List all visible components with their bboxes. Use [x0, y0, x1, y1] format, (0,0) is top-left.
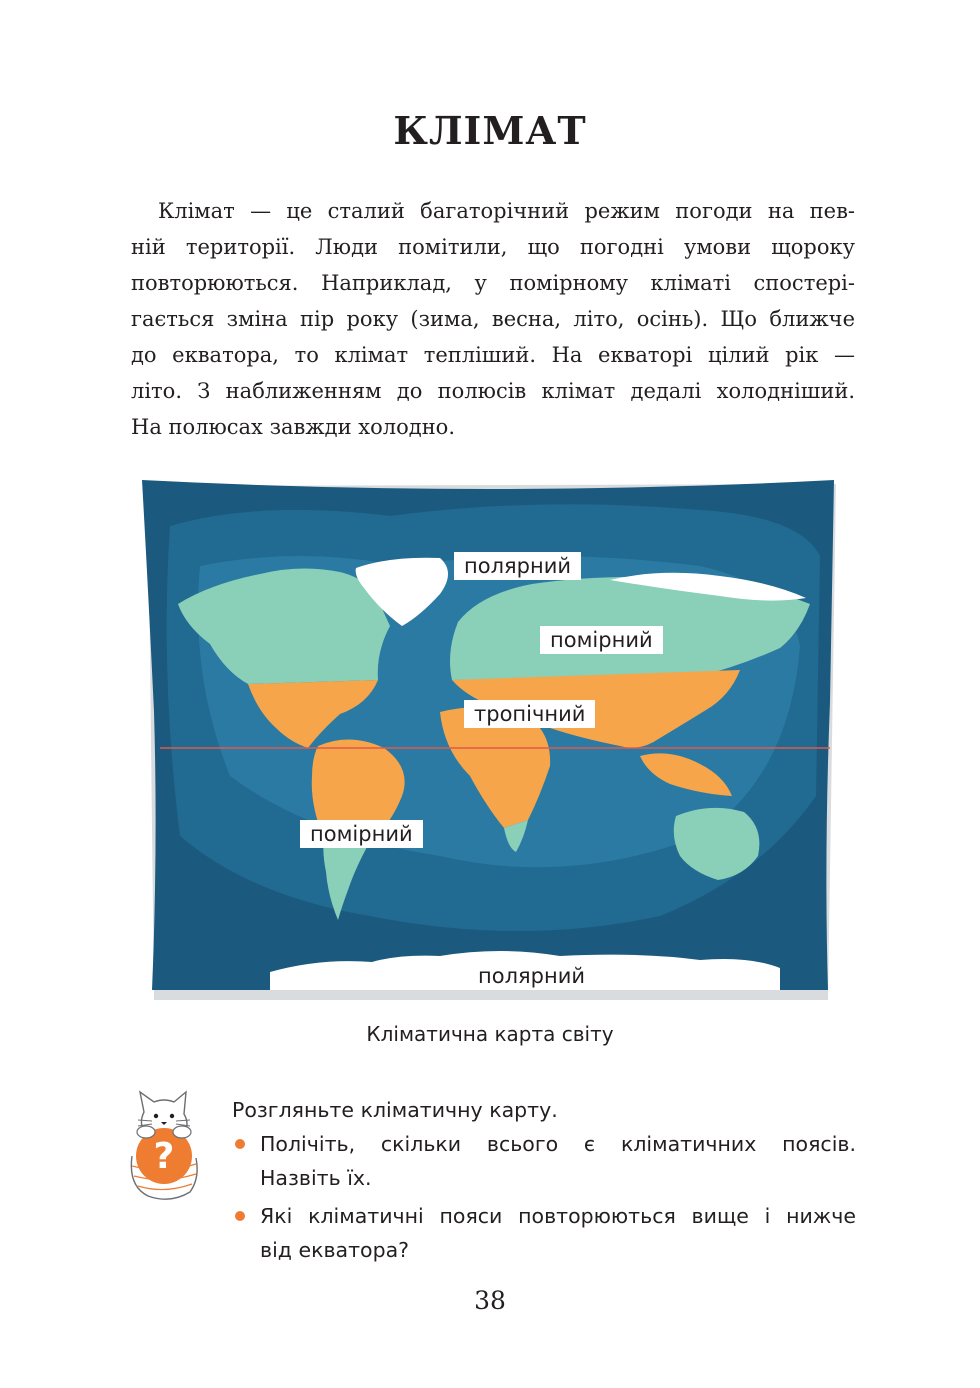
label-tropical: тропічний [464, 700, 595, 728]
bullet-line: від екватора? [260, 1238, 410, 1262]
climate-world-map [140, 476, 848, 1004]
bullet-line: Які кліматичні пояси повторюються вище і нижче [260, 1204, 856, 1228]
bullet-dot-icon [235, 1211, 245, 1221]
paragraph-line: повторюються. Наприклад, у помірному кліматі спостері- [131, 271, 855, 295]
paragraph-line: до екватора, то клімат тепліший. На екваторі цілий рік — [131, 343, 855, 367]
map-caption: Кліматична карта світу [366, 1022, 614, 1046]
svg-text:?: ? [153, 1136, 175, 1177]
paragraph-line: гається зміна пір року (зима, весна, літо, осінь). Що ближче [131, 307, 855, 331]
paragraph-line: Клімат — це сталий багаторічний режим погоди на пев- [158, 199, 855, 223]
task-intro: Розгляньте кліматичну карту. [232, 1098, 558, 1122]
paragraph-line: ній території. Люди помітили, що погодні умови щороку [131, 235, 855, 259]
label-polar-north: полярний [454, 552, 581, 580]
climate-definition-paragraph [131, 193, 855, 445]
question-cat-icon [124, 1086, 204, 1204]
bullet-line: Назвіть їх. [260, 1166, 372, 1190]
paragraph-line: літо. З наближенням до полюсів клімат дедалі холодніший. [131, 379, 855, 403]
bullet-line: Полічіть, скільки всього є кліматичних поясів. [260, 1132, 856, 1156]
page-title: КЛІМАТ [393, 108, 587, 153]
task-bullet-list [232, 1127, 856, 1267]
paragraph-line: На полюсах завжди холодно. [131, 415, 456, 439]
label-temperate-south: помірний [300, 820, 423, 848]
task-bullet-item [232, 1127, 856, 1195]
task-bullet-item [232, 1199, 856, 1267]
map-task [232, 1093, 856, 1267]
label-polar-south: полярний [468, 962, 595, 990]
bullet-dot-icon [235, 1139, 245, 1149]
page-number: 38 [474, 1286, 506, 1315]
label-temperate-north: помірний [540, 626, 663, 654]
